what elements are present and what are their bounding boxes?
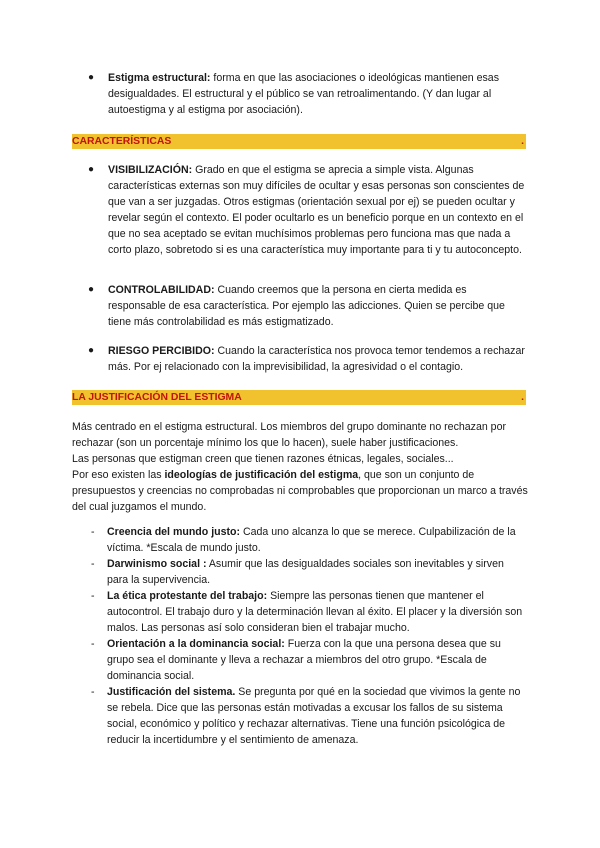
section-title: CARACTERÍSTICAS — [72, 136, 172, 147]
dash-marker: - — [91, 590, 95, 602]
list-item — [0, 282, 600, 330]
intro-line-1: Más centrado en el estigma estructural. Los miembros del grupo dominante no rechazan por rechazar (son un porcentaje mínimo los que lo hacen), suele haber justificaciones. — [72, 421, 506, 449]
intro-bold-term: ideologías de justificación del estigma — [164, 469, 359, 481]
list-item — [72, 588, 528, 636]
dash-marker: - — [91, 558, 95, 570]
list-item — [0, 162, 600, 258]
intro-line-2: Las personas que estigman creen que tienen razones étnicas, legales, sociales... — [72, 453, 454, 465]
intro-text: Por eso existen las — [72, 469, 165, 481]
section-dot: . — [521, 136, 524, 147]
item-text: Cuando creemos que la persona en cierta medida es responsable de esa característica. Por ejemplo las adicciones. Quien se percibe que tiene más controlabilidad es más estigmatizado. — [108, 284, 505, 328]
dash-marker: - — [91, 526, 95, 538]
intro-text: , que son un conjunto de presupuestos y creencias no comprobadas ni comprobables que proporcionan un marco a través del cual juzgamos el mundo. — [72, 469, 528, 513]
item-term: Orientación a la dominancia social: — [107, 638, 285, 650]
intro-paragraph — [72, 419, 532, 515]
list-item — [0, 70, 600, 118]
item-text: forma en que las asociaciones o ideológicas mantienen esas desigualdades. El estructural y el público se van retroalimentando. (Y dan lugar al autoestigma y al estigma por asociación). — [108, 72, 499, 116]
item-term: RIESGO PERCIBIDO: — [108, 345, 215, 357]
list-item — [72, 636, 528, 684]
bullet-list-characteristics-3 — [0, 343, 600, 375]
item-term: Estigma estructural: — [108, 72, 211, 84]
list-item — [0, 343, 600, 375]
list-item — [72, 524, 528, 556]
item-text: Siempre las personas tienen que mantener el autocontrol. El trabajo duro y la determinación llevan al éxito. El placer y la diversión son malos. Las personas así solo consideran bien el trabajar mucho. — [107, 590, 523, 634]
bullet-icon: ● — [88, 284, 95, 295]
item-term: Darwinismo social : — [107, 558, 207, 570]
section-heading-caracteristicas — [72, 134, 526, 149]
item-text: Fuerza con la que una persona desea que su grupo sea el dominante y lleva a rechazar a miembros del otro grupo. *Escala de dominancia social. — [107, 638, 501, 682]
section-heading-justificacion — [72, 390, 526, 405]
item-term: Creencia del mundo justo: — [107, 526, 241, 538]
bullet-icon: ● — [88, 164, 95, 175]
dash-marker: - — [91, 638, 95, 650]
dash-marker: - — [91, 686, 95, 698]
section-dot: . — [521, 392, 524, 403]
bullet-icon: ● — [88, 345, 95, 356]
bullet-list-characteristics-2 — [0, 282, 600, 330]
list-item — [72, 556, 528, 588]
item-text: Cada uno alcanza lo que se merece. Culpabilización de la víctima. *Escala de mundo justo. — [107, 526, 516, 554]
intro-line-3 — [72, 467, 532, 515]
dash-list-ideologies — [72, 524, 528, 748]
item-term: La ética protestante del trabajo: — [107, 590, 268, 602]
item-text: Se pregunta por qué en la sociedad que vivimos la gente no se rebela. Dice que las personas están motivadas a excusar los fallos de su sistema social, económico y político y rechazar alternativas. Tiene una función psicológica de reducir la incertidumbre y el sentimiento de amenaza. — [107, 686, 521, 746]
item-text: Asumir que las desigualdades sociales son inevitables y sirven para la supervivencia. — [107, 558, 504, 586]
bullet-list-top — [0, 70, 600, 118]
bullet-icon: ● — [88, 72, 95, 83]
item-term: VISIBILIZACIÓN: — [108, 164, 193, 176]
item-text: Cuando la característica nos provoca temor tendemos a rechazar más. Por ej relacionado con la imprevisibilidad, la agresividad o el contagio. — [108, 345, 525, 373]
item-text: Grado en que el estigma se aprecia a simple vista. Algunas características externas son muy difíciles de ocultar y esas personas son conscientes de que van a ser juzgadas. Otros estigmas (orientación sexual por ej) se pueden ocultar y revelar según el contexto. El poder ocultarlo es un beneficio porque en un contexto en el que no sea aceptado se evitan muchísimos problemas pero funciona mas que nada a corto plazo, sobretodo si es una característica muy importante para ti y tu autoconcepto. — [108, 164, 525, 256]
bullet-list-characteristics — [0, 162, 600, 258]
item-term: Justificación del sistema. — [107, 686, 236, 698]
item-term: CONTROLABILIDAD: — [108, 284, 215, 296]
section-title: LA JUSTIFICACIÓN DEL ESTIGMA — [72, 392, 242, 403]
list-item — [72, 684, 528, 748]
